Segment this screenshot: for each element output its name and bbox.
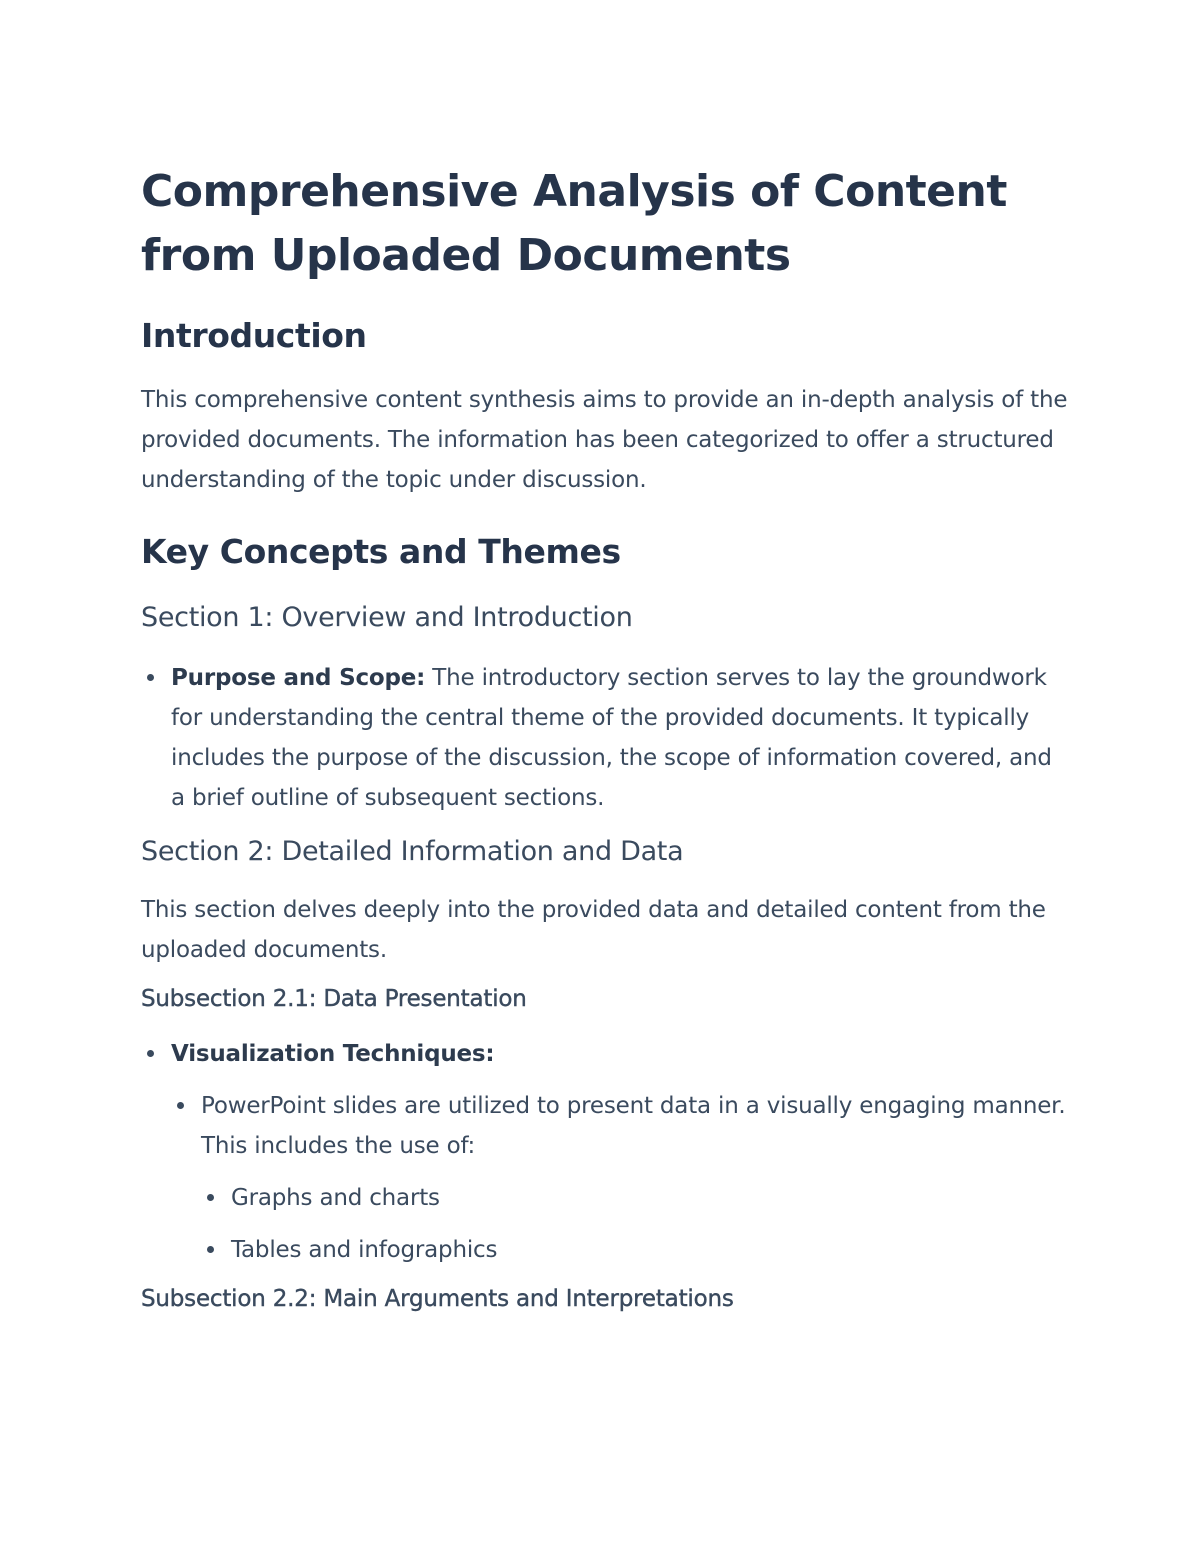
bullet-label: Visualization Techniques:	[171, 1041, 495, 1067]
list-item	[201, 1086, 1071, 1270]
key-concepts-heading: Key Concepts and Themes	[141, 532, 621, 571]
document-title: Comprehensive Analysis of Content from Uploaded Documents	[141, 166, 1007, 281]
subsection-2-1-list	[171, 1034, 1071, 1270]
list-item	[171, 658, 1071, 818]
nested-list	[201, 1086, 1071, 1270]
introduction-paragraph: This comprehensive content synthesis aims to provide an in-depth analysis of the provided documents. The information has been categorized to offer a structured understanding of the topic under discussion.	[141, 387, 1068, 493]
bullet-icon	[177, 1102, 184, 1109]
list-item	[171, 1034, 1071, 1270]
bullet-icon	[147, 674, 154, 681]
bullet-text: The introductory section serves to lay the groundwork for understanding the central theme of the provided documents. It typically includes the purpose of the discussion, the scope of information covered, and a brief outline of subsequent sections.	[171, 665, 1052, 811]
bullet-icon	[207, 1194, 214, 1201]
sub-sub-bullet-text: Tables and infographics	[231, 1237, 498, 1263]
bullet-label: Purpose and Scope:	[171, 665, 426, 691]
introduction-heading: Introduction	[141, 316, 367, 355]
section-1-list	[171, 658, 1071, 818]
section-1-heading: Section 1: Overview and Introduction	[141, 602, 633, 633]
section-2-paragraph: This section delves deeply into the provided data and detailed content from the uploaded documents.	[141, 897, 1046, 963]
subsection-2-1-heading: Subsection 2.1: Data Presentation	[141, 986, 527, 1012]
nested-list	[231, 1178, 1071, 1270]
section-2-heading: Section 2: Detailed Information and Data	[141, 836, 684, 867]
list-item	[231, 1178, 1071, 1218]
bullet-icon	[147, 1050, 154, 1057]
subsection-2-2-heading: Subsection 2.2: Main Arguments and Interpretations	[141, 1286, 734, 1312]
sub-bullet-text: PowerPoint slides are utilized to present data in a visually engaging manner. This includes the use of:	[201, 1093, 1066, 1159]
document-page	[141, 160, 1071, 1314]
list-item	[231, 1230, 1071, 1270]
sub-sub-bullet-text: Graphs and charts	[231, 1185, 440, 1211]
bullet-icon	[207, 1246, 214, 1253]
